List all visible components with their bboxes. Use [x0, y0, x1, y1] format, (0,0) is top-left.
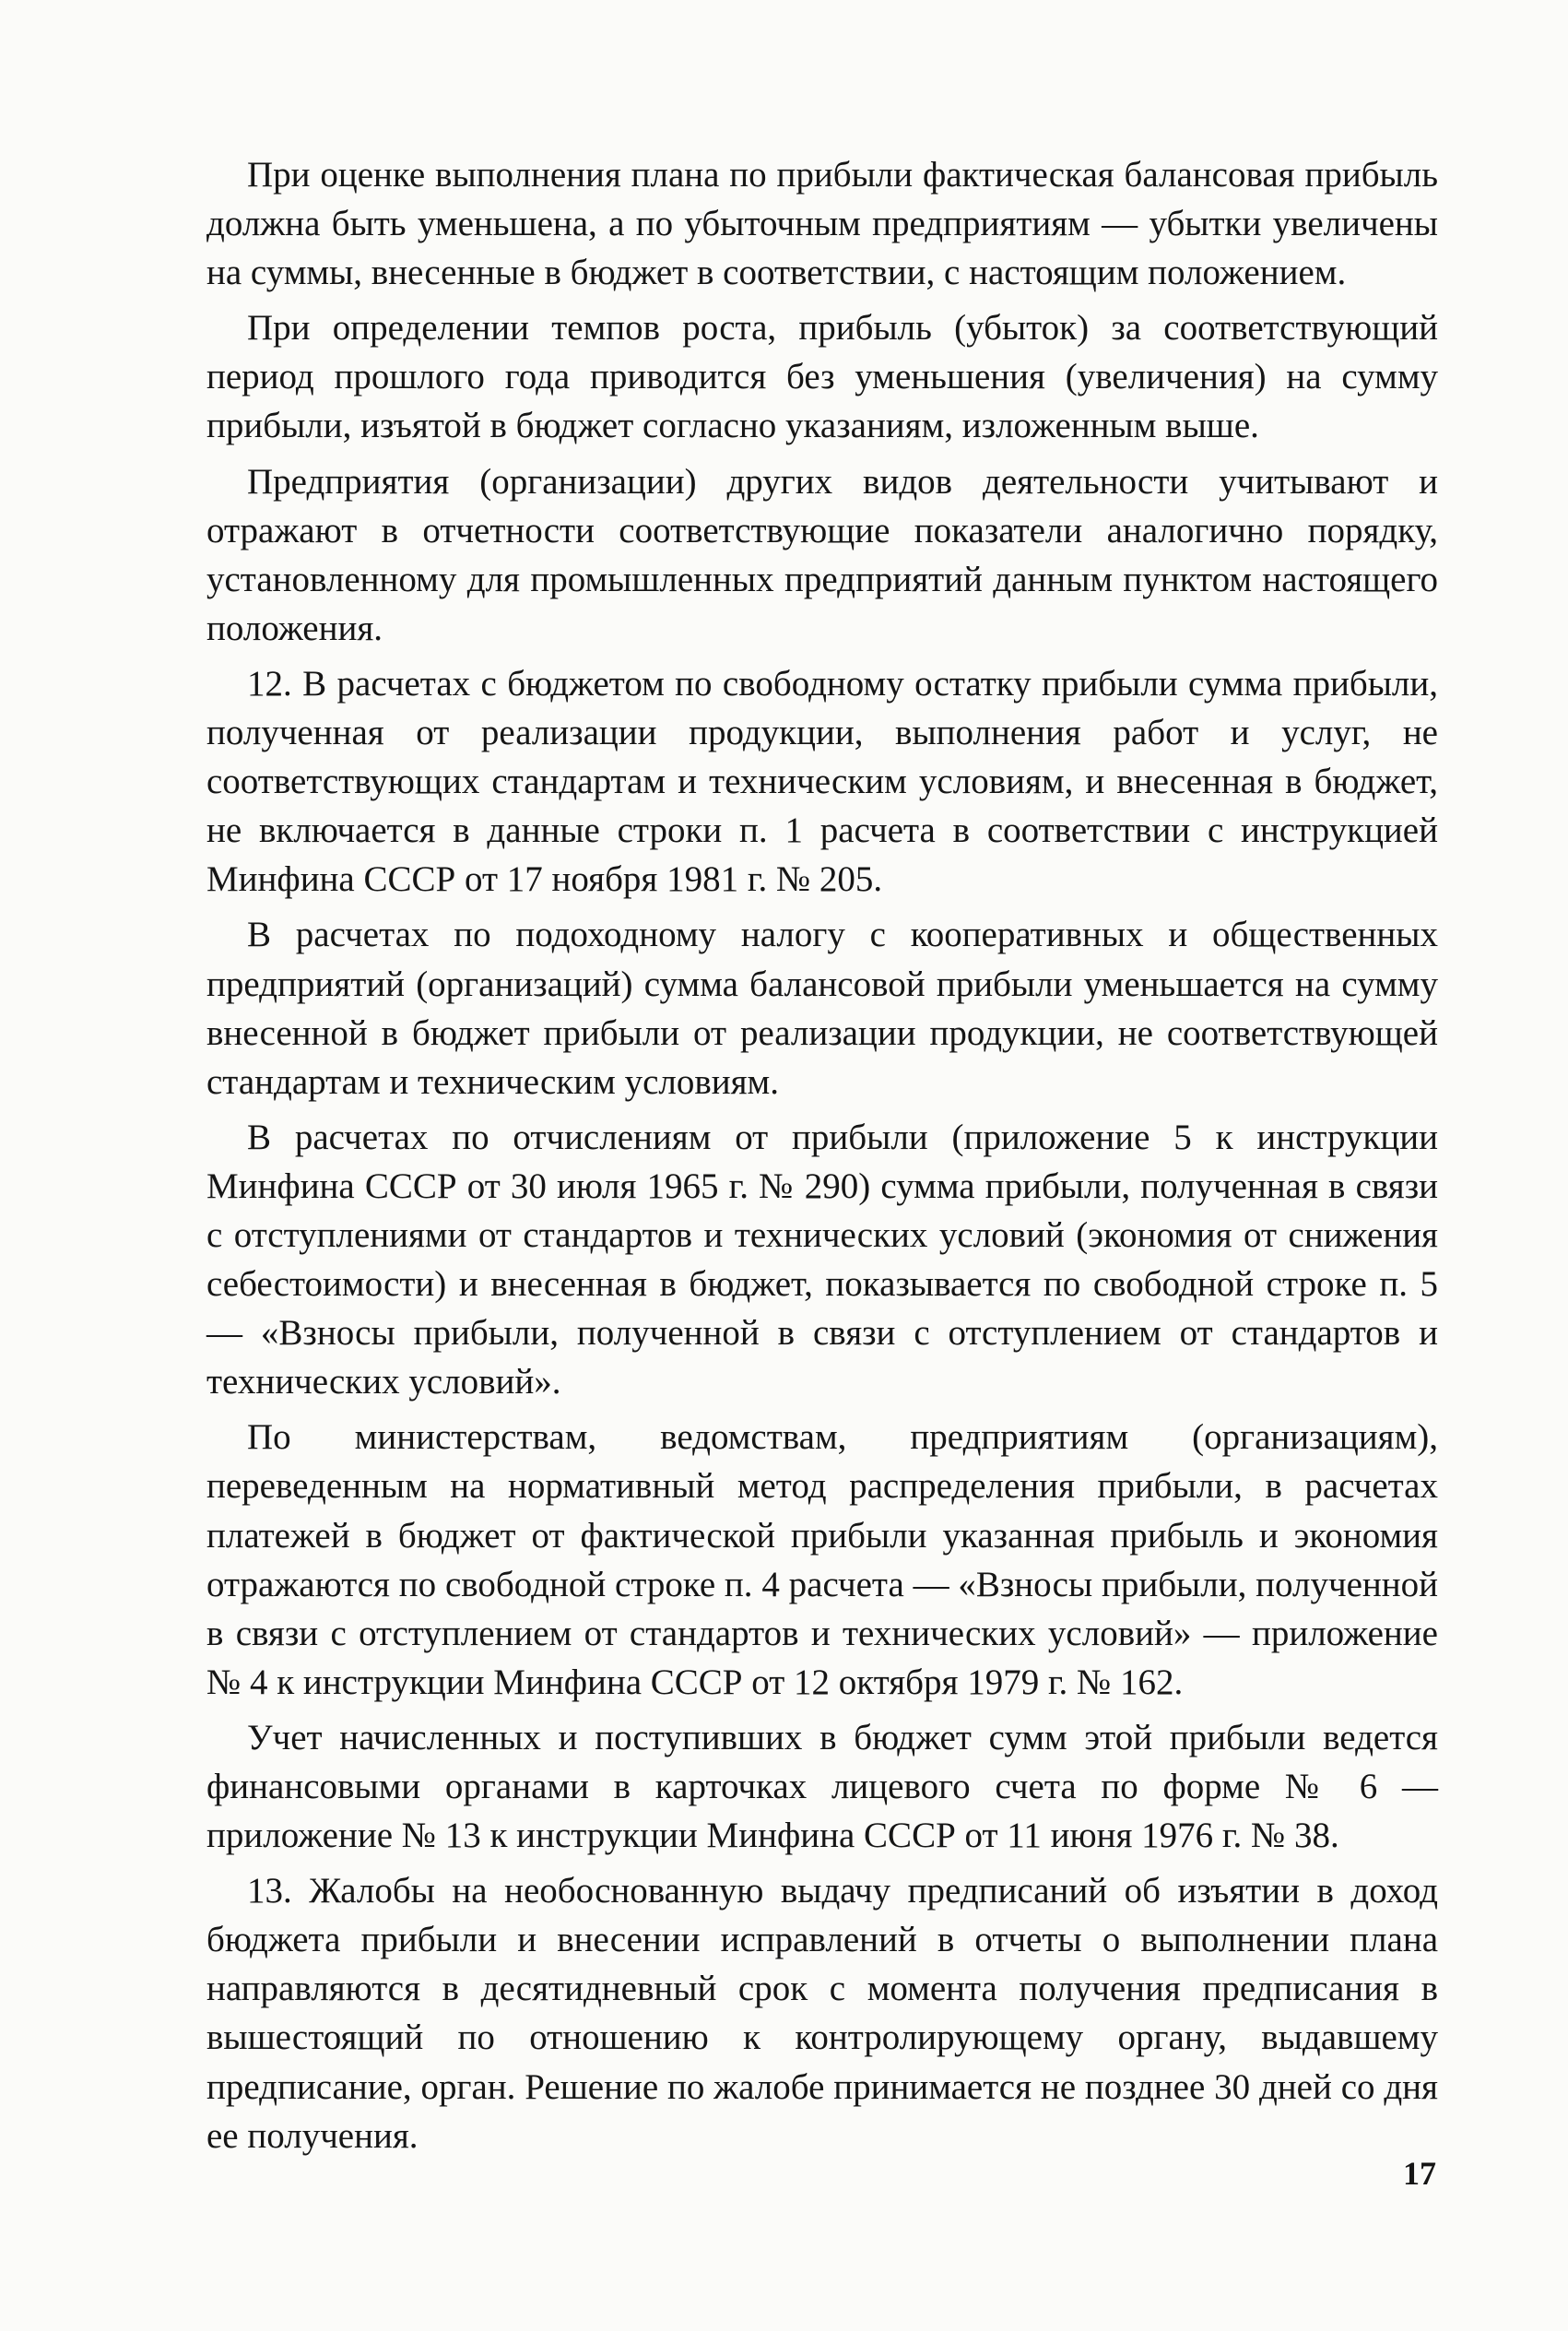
paragraph-item-13: 13. Жалобы на необоснованную выдачу предписаний об изъятии в доход бюджета прибыли и внесении исправлений в отчеты о выполнении плана направляются в десятидневный срок с момента получения предписания в вышестоящий по отношению к контролирующему органу, выдавшему предписание, орган. Решение по жалобе принимается не позднее 30 дней со дня ее получения. — [206, 1871, 1438, 2156]
paragraph-growth-rates: При определении темпов роста, прибыль (убыток) за соответствующий период прошлого года приводится без уменьшения (увеличения) на сумму прибыли, изъятой в бюджет согласно указаниям, изложенным выше. — [206, 308, 1438, 446]
page-number: 17 — [1403, 2155, 1436, 2192]
paragraph-ministries: По министерствам, ведомствам, предприятиям (организациям), переведенным на нормативный метод распределения прибыли, в расчетах платежей в бюджет от фактической прибыли указанная прибыль и экономия отражаются по свободной строке п. 4 расчета — «Взносы прибыли, полученной в связи с отступлением от стандартов и технических условий» — приложение № 4 к инструкции Минфина СССР от 12 октября 1979 г. № 162. — [206, 1417, 1438, 1702]
paragraph-profit-evaluation: При оценке выполнения плана по прибыли фактическая балансовая прибыль должна быть уменьшена, а по убыточным предприятиям — убытки увеличены на суммы, внесенные в бюджет в соответствии, с настоящим положением. — [206, 155, 1438, 293]
body-text — [206, 150, 1438, 2160]
paragraph-accounting: Учет начисленных и поступивших в бюджет сумм этой прибыли ведется финансовыми органами в карточках лицевого счета по форме № 6 — приложение № 13 к инструкции Минфина СССР от 11 июня 1976 г. № 38. — [206, 1717, 1438, 1856]
paragraph-other-enterprises: Предприятия (организации) других видов деятельности учитывают и отражают в отчетности соответствующие показатели аналогично порядку, установленному для промышленных предприятий данным пунктом настоящего положения. — [206, 461, 1438, 648]
paragraph-profit-deductions: В расчетах по отчислениям от прибыли (приложение 5 к инструкции Минфина СССР от 30 июля 1965 г. № 290) сумма прибыли, полученная в связи с отступлениями от стандартов и технических условий (экономия от снижения себестоимости) и внесенная в бюджет, показывается по свободной строке п. 5 — «Взносы прибыли, полученной в связи с отступлением от стандартов и технических условий». — [206, 1117, 1438, 1402]
paragraph-income-tax: В расчетах по подоходному налогу с кооперативных и общественных предприятий (организаций) сумма балансовой прибыли уменьшается на сумму внесенной в бюджет прибыли от реализации продукции, не соответствующей стандартам и техническим условиям. — [206, 915, 1438, 1102]
paragraph-item-12: 12. В расчетах с бюджетом по свободному остатку прибыли сумма прибыли, полученная от реализации продукции, выполнения работ и услуг, не соответствующих стандартам и техническим условиям, и внесенная в бюджет, не включается в данные строки п. 1 расчета в соответствии с инструкцией Минфина СССР от 17 ноября 1981 г. № 205. — [206, 663, 1438, 900]
